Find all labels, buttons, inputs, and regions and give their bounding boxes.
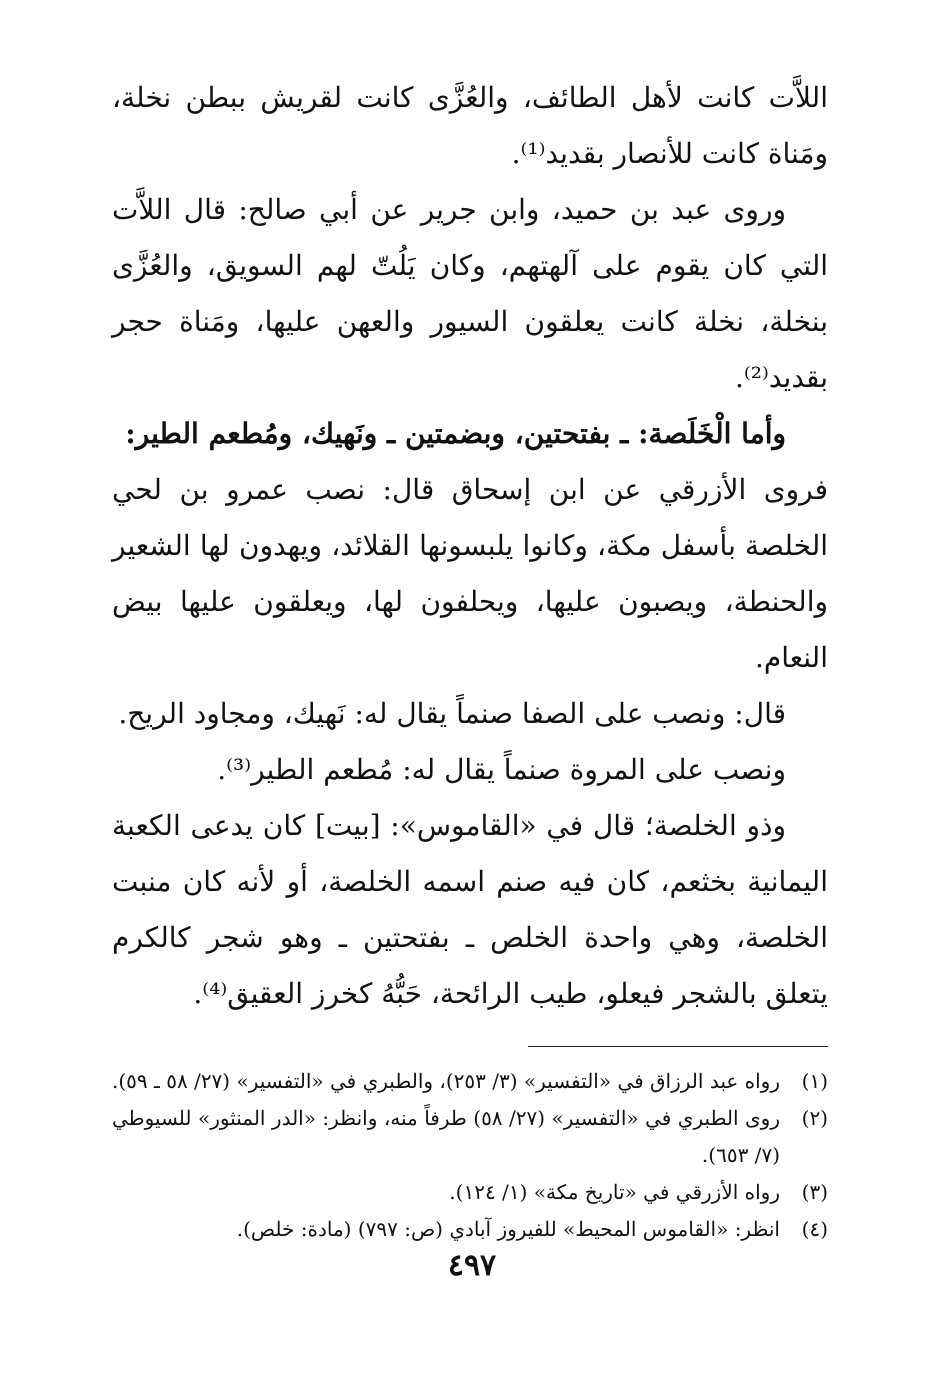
- footnote-2: [112, 1100, 828, 1174]
- book-page: [112, 70, 828, 1248]
- paragraph-2: وروى عبد بن حميد، وابن جرير عن أبي صالح: قال اللاَّت التي كان يقوم على آلهتهم، وكان يَلُتّ لهم السويق، والعُزَّى بنخلة، نخلة كانت يعلقون السيور والعهن عليها، ومَناة حجر بقديد⁽²⁾.: [112, 193, 828, 394]
- footnote-divider: [528, 1046, 828, 1047]
- footnote-text: روى الطبري في «التفسير» (٢٧/ ٥٨) طرفاً منه، وانظر: «الدر المنثور» للسيوطي (٧/ ٦٥٣).: [112, 1106, 780, 1167]
- paragraph-6: ونصب على المروة صنماً يقال له: مُطعم الطير⁽³⁾.: [217, 753, 786, 786]
- paragraph-5: قال: ونصب على الصفا صنماً يقال له: نَهيك، ومجاود الريح.: [118, 697, 786, 730]
- page-number: ٤٩٧: [447, 1248, 497, 1283]
- footnote-text: رواه الأزرقي في «تاريخ مكة» (١/ ١٢٤).: [449, 1180, 780, 1204]
- paragraph-1: اللاَّت كانت لأهل الطائف، والعُزَّى كانت لقريش ببطن نخلة، ومَناة كانت للأنصار بقديد⁽¹⁾.: [112, 81, 828, 170]
- footnote-number: (٤): [801, 1217, 828, 1241]
- footnote-1: [112, 1063, 828, 1100]
- paragraph-7: وذو الخلصة؛ قال في «القاموس»: [بيت] كان يدعى الكعبة اليمانية بخثعم، كان فيه صنم اسمه الخلصة، أو لأنه كان منبت الخلصة، وهي واحدة الخلص ـ بفتحتين ـ وهو شجر كالكرم يتعلق بالشجر فيعلو، طيب الرائحة، حَبُّهُ كخرز العقيق⁽⁴⁾.: [112, 809, 828, 1010]
- footnote-number: (٢): [801, 1106, 828, 1130]
- footnote-text: انظر: «القاموس المحيط» للفيروز آبادي (ص: ٧٩٧) (مادة: خلص).: [236, 1217, 780, 1241]
- footnote-3: [112, 1174, 828, 1211]
- footnote-text: رواه عبد الرزاق في «التفسير» (٣/ ٢٥٣)، والطبري في «التفسير» (٢٧/ ٥٨ ـ ٥٩).: [111, 1069, 780, 1093]
- footnotes: [112, 1063, 828, 1248]
- footnote-4: [112, 1211, 828, 1248]
- footnote-number: (٣): [801, 1180, 828, 1204]
- paragraph-4: فروى الأزرقي عن ابن إسحاق قال: نصب عمرو بن لحي الخلصة بأسفل مكة، وكانوا يلبسونها القلائد، ويهدون لها الشعير والحنطة، ويصبون عليها، ويحلفون لها، ويعلقون عليها بيض النعام.: [112, 473, 828, 674]
- section-heading: وأما الْخَلَصة: ـ بفتحتين، وبضمتين ـ ونَهيك، ومُطعم الطير:: [125, 417, 786, 450]
- main-text: [112, 70, 828, 1022]
- footnote-number: (١): [801, 1069, 828, 1093]
